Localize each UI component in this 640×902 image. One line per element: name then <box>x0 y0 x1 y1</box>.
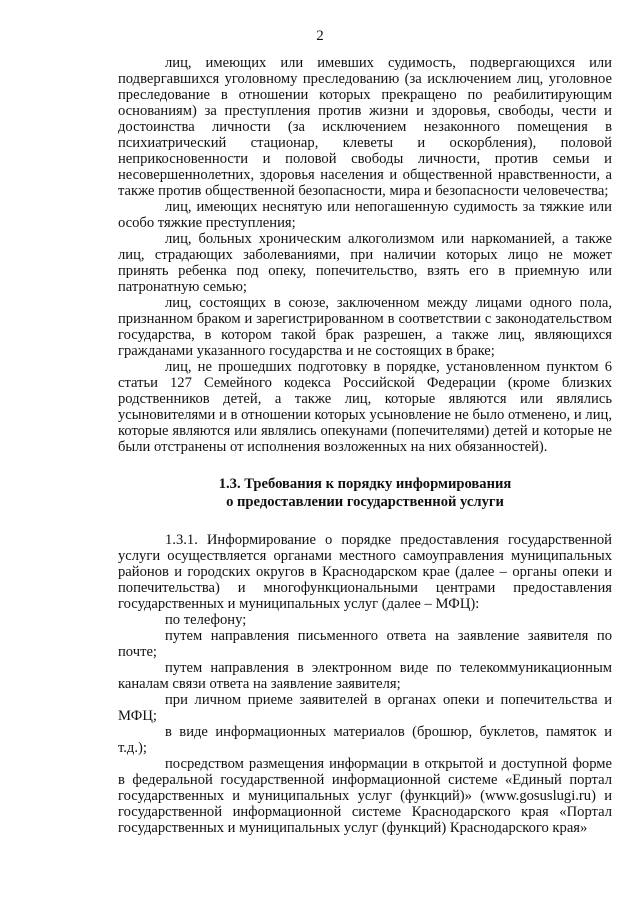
paragraph: лиц, больных хроническим алкоголизмом или наркоманией, а также лиц, страдающих заболеваниями, при наличии которых лицо не может принять ребенка под опеку, попечительство, взять его в приемную или патронатную семью; <box>118 231 612 295</box>
section-heading <box>118 475 612 511</box>
list-item: путем направления письменного ответа на заявление заявителя по почте; <box>118 628 612 660</box>
section-heading-line-1: 1.3. Требования к порядку информирования <box>218 476 512 492</box>
list-item: посредством размещения информации в открытой и доступной форме в федеральной государственной информационной системе «Единый портал государственных и муниципальных услуг (функций)» (www.gosuslugi.ru) и государственной информационной системе Краснодарского края «Портал государственных и муниципальных услуг (функций) Краснодарского края» <box>118 756 612 836</box>
paragraph: лиц, имеющих или имевших судимость, подвергающихся или подвергавшихся уголовному преследованию (за исключением лиц, уголовное преследование в отношении которых прекращено по реабилитирующим основаниям) за преступления против жизни и здоровья, свободы, чести и достоинства личности (за исключением незаконного помещения в психиатрический стационар, клеветы и оскорбления), половой неприкосновенности и половой свободы личности, против семьи и несовершеннолетних, здоровья населения и общественной нравственности, а также против общественной безопасности, мира и безопасности человечества; <box>118 55 612 199</box>
list-item: путем направления в электронном виде по телекоммуникационным каналам связи ответа на заявление заявителя; <box>118 660 612 692</box>
page-number: 2 <box>316 28 324 44</box>
paragraph: лиц, не прошедших подготовку в порядке, установленном пунктом 6 статьи 127 Семейного кодекса Российской Федерации (кроме близких родственников детей, а также лиц, которые являются или являлись усыновителями и в отношении которых усыновление не было отменено, и лиц, которые являются или являлись опекунами (попечителями) детей и которые не были отстранены от исполнения возложенных на них обязанностей). <box>118 359 612 455</box>
paragraph: лиц, состоящих в союзе, заключенном между лицами одного пола, признанном браком и зарегистрированном в соответствии с законодательством государства, в котором такой брак разрешен, а также лиц, являющихся гражданами указанного государства и не состоящих в браке; <box>118 295 612 359</box>
section-heading-line-2: о предоставлении государственной услуги <box>226 494 504 510</box>
paragraph: 1.3.1. Информирование о порядке предоставления государственной услуги осуществляется органами местного самоуправления муниципальных районов и городских округов в Краснодарском крае (далее – органы опеки и попечительства) и многофункциональными центрами предоставления государственных и муниципальных услуг (далее – МФЦ): <box>118 532 612 612</box>
list-item: по телефону; <box>165 612 247 628</box>
list-item: в виде информационных материалов (брошюр, буклетов, памяток и т.д.); <box>118 724 612 756</box>
paragraph: лиц, имеющих неснятую или непогашенную судимость за тяжкие или особо тяжкие преступления; <box>118 199 612 231</box>
document-body <box>118 55 612 836</box>
list-item: при личном приеме заявителей в органах опеки и попечительства и МФЦ; <box>118 692 612 724</box>
